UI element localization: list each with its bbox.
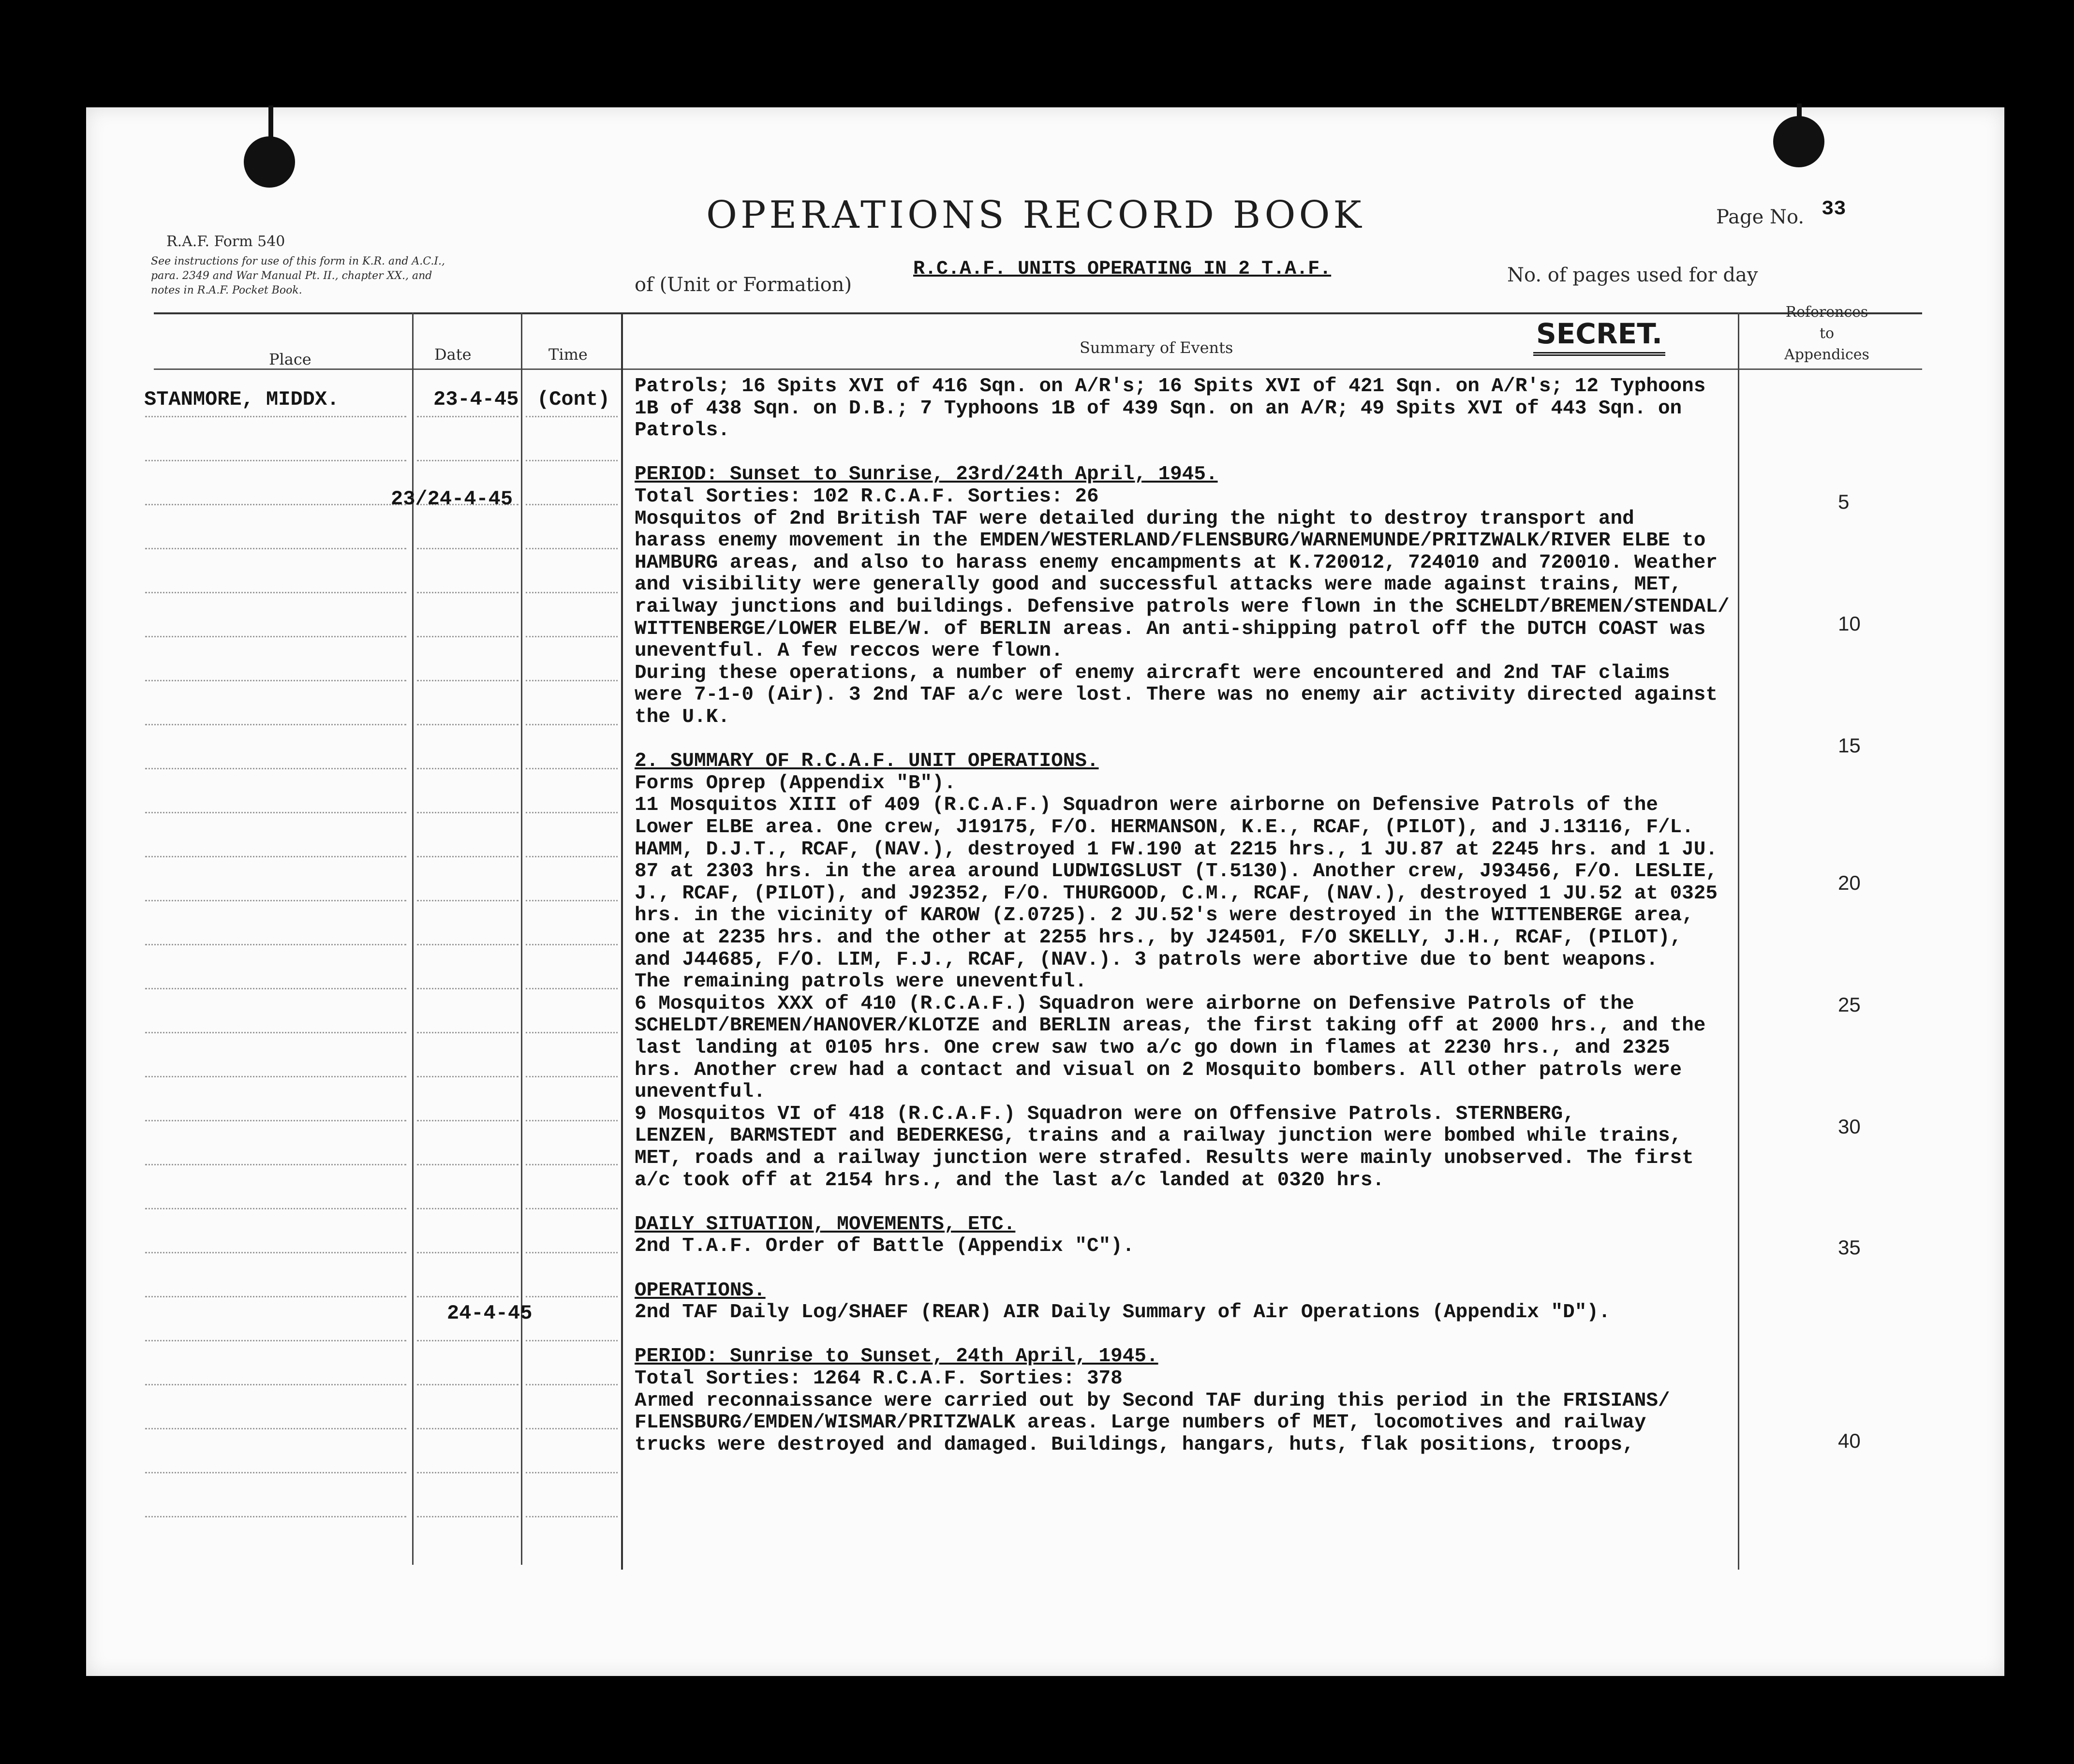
summary-line: SCHELDT/BREMEN/HANOVER/KLOTZE and BERLIN areas, the first taking off at 2000 hrs., and the [635,1014,1706,1037]
dotted-rule [417,1384,518,1385]
summary-line: Lower ELBE area. One crew, J19175, F/O. HERMANSON, K.E., RCAF, (PILOT), and J.13116, F/L. [635,816,1694,838]
page-number-label: Page No. [1716,206,1805,228]
summary-line: were 7-1-0 (Air). 3 2nd TAF a/c were lost. There was no enemy air activity directed against [635,684,1718,706]
reference-number: 10 [1838,612,1861,635]
summary-line: PERIOD: Sunrise to Sunset, 24th April, 1945. [635,1345,1158,1367]
dotted-rule [145,768,406,769]
dotted-rule [417,1252,518,1253]
dotted-rule [526,768,618,769]
dotted-rule [145,1208,406,1209]
reference-number: 35 [1838,1236,1861,1259]
dotted-rule [526,416,618,417]
summary-line: one at 2235 hrs. and the other at 2255 hrs., by J24501, F/O SKELLY, J.H., RCAF, (PILOT), [635,926,1682,949]
dotted-rule [145,504,406,505]
summary-line: HAMM, D.J.T., RCAF, (NAV.), destroyed 1 FW.190 at 2215 hrs., 1 JU.87 at 2245 hrs. and 1 JU. [635,838,1718,861]
dotted-rule [145,1076,406,1077]
dotted-rule [417,1076,518,1077]
summary-line: and visibility were generally good and successful attacks were made against trains, MET, [635,573,1682,596]
summary-line: harass enemy movement in the EMDEN/WESTERLAND/FLENSBURG/WARNEMUNDE/PRITZWALK/RIVER ELBE to [635,529,1706,552]
column-divider-date [521,312,522,1565]
summary-line: and J44685, F/O. LIM, F.J., RCAF, (NAV.). 3 patrols were abortive due to bent weapons. [635,949,1658,971]
dotted-rule [417,1516,518,1517]
dotted-rule [145,1252,406,1253]
dotted-rule [526,460,618,461]
dotted-rule [526,724,618,725]
reference-number: 5 [1838,490,1850,513]
unit-value: R.C.A.F. UNITS OPERATING IN 2 T.A.F. [913,258,1332,280]
dotted-rule [145,1384,406,1385]
summary-line: uneventful. A few reccos were flown. [635,640,1063,662]
dotted-rule [417,636,518,637]
header-bottom-rule [154,368,1922,370]
dotted-rule [417,548,518,549]
summary-line: FLENSBURG/EMDEN/WISMAR/PRITZWALK areas. Large numbers of MET, locomotives and railway [635,1411,1646,1434]
dotted-rule [145,1164,406,1165]
summary-line: hrs. Another crew had a contact and visual on 2 Mosquito bombers. All other patrols were [635,1059,1682,1081]
dotted-rule [417,900,518,901]
dotted-rule [526,856,618,857]
dotted-rule [526,988,618,989]
dotted-rule [145,1428,406,1429]
dotted-rule [145,900,406,901]
document-title: OPERATIONS RECORD BOOK [706,193,1365,237]
binder-tab-left [268,105,273,139]
dotted-rule [145,944,406,945]
unit-label: of (Unit or Formation) [635,274,852,296]
dotted-rule [526,1208,618,1209]
dotted-rule [145,1120,406,1121]
summary-line: the U.K. [635,706,730,728]
dotted-rule [417,680,518,681]
summary-line: 87 at 2303 hrs. in the area around LUDWIGSLUST (T.5130). Another crew, J93456, F/O. LESLIE, [635,860,1718,882]
column-divider-time [621,312,623,1570]
dotted-rule [526,592,618,593]
binder-tab-right [1797,103,1802,119]
dotted-rule [526,812,618,813]
dotted-rule [526,1384,618,1385]
summary-line: PERIOD: Sunset to Sunrise, 23rd/24th April, 1945. [635,463,1218,485]
reference-number: 20 [1838,871,1861,894]
summary-line: 2nd TAF Daily Log/SHAEF (REAR) AIR Daily Summary of Air Operations (Appendix "D"). [635,1301,1611,1323]
summary-line: trucks were destroyed and damaged. Buildings, hangars, huts, flak positions, troops, [635,1434,1634,1456]
reference-number: 40 [1838,1429,1861,1452]
page-number: 33 [1822,197,1846,220]
secret-stamp: SECRET. [1533,317,1665,356]
dotted-rule [145,548,406,549]
summary-line: WITTENBERGE/LOWER ELBE/W. of BERLIN areas. An anti-shipping patrol off the DUTCH COAST was [635,618,1706,640]
date-entry-3: 24-4-45 [447,1302,533,1325]
dotted-rule [145,1472,406,1473]
dotted-rule [145,1340,406,1341]
summary-line: a/c took off at 2154 hrs., and the last a/c landed at 0320 hrs. [635,1169,1385,1191]
dotted-rule [417,1296,518,1297]
summary-line: OPERATIONS. [635,1279,766,1302]
dotted-rule [145,856,406,857]
dotted-rule [417,856,518,857]
dotted-rule [526,1296,618,1297]
summary-line: Mosquitos of 2nd British TAF were detailed during the night to destroy transport and [635,508,1634,530]
dotted-rule [417,592,518,593]
dotted-rule [526,900,618,901]
dotted-rule [526,548,618,549]
dotted-rule [417,1428,518,1429]
dotted-rule [145,1516,406,1517]
dotted-rule [417,1208,518,1209]
dotted-rule [526,1516,618,1517]
binder-hole-right [1773,116,1824,167]
summary-line: DAILY SITUATION, MOVEMENTS, ETC. [635,1213,1016,1235]
summary-line: 6 Mosquitos XXX of 410 (R.C.A.F.) Squadron were airborne on Defensive Patrols of the [635,993,1634,1015]
form-instructions: See instructions for use of this form in K.R. and A.C.I., para. 2349 and War Manual Pt. II., chapter XX., and notes in R.A.F. Pocket Book. [151,255,445,296]
dotted-rule [145,1032,406,1033]
dotted-rule [417,1340,518,1341]
header-top-rule [154,312,1922,314]
form-number: R.A.F. Form 540 [166,233,285,250]
dotted-rule [417,724,518,725]
dotted-rule [417,1120,518,1121]
column-header-summary: Summary of Events [1080,338,1233,357]
summary-line: Total Sorties: 102 R.C.A.F. Sorties: 26 [635,485,1099,508]
summary-line: Forms Oprep (Appendix "B"). [635,772,956,794]
summary-line: Armed reconnaissance were carried out by Second TAF during this period in the FRISIANS/ [635,1390,1670,1412]
summary-line: J., RCAF, (PILOT), and J92352, F/O. THURGOOD, C.M., RCAF, (NAV.), destroyed 1 JU.52 at 0325 [635,882,1718,905]
dotted-rule [145,1296,406,1297]
time-entry-1: (Cont) [537,388,610,411]
date-entry-1: 23-4-45 [433,388,519,411]
reference-number: 25 [1838,993,1861,1016]
dotted-rule [417,768,518,769]
dotted-rule [145,812,406,813]
dotted-rule [526,1428,618,1429]
summary-line: Total Sorties: 1264 R.C.A.F. Sorties: 378 [635,1367,1123,1390]
summary-line: 2. SUMMARY OF R.C.A.F. UNIT OPERATIONS. [635,750,1099,772]
dotted-rule [526,680,618,681]
dotted-rule [526,1340,618,1341]
summary-line: MET, roads and a railway junction were strafed. Results were mainly unobserved. The first [635,1147,1694,1169]
dotted-rule [526,1076,618,1077]
dotted-rule [526,1032,618,1033]
dotted-rule [526,1164,618,1165]
summary-line: 9 Mosquitos VI of 418 (R.C.A.F.) Squadron were on Offensive Patrols. STERNBERG, [635,1103,1575,1125]
summary-line: hrs. in the vicinity of KAROW (Z.0725). 2 JU.52's were destroyed in the WITTENBERGE area, [635,904,1694,926]
dotted-rule [145,724,406,725]
dotted-rule [417,1032,518,1033]
summary-line: During these operations, a number of enemy aircraft were encountered and 2nd TAF claims [635,662,1670,684]
summary-line: 2nd T.A.F. Order of Battle (Appendix "C"). [635,1235,1135,1257]
pages-used-label: No. of pages used for day [1507,264,1758,286]
summary-line: last landing at 0105 hrs. One crew saw two a/c go down in flames at 2230 hrs., and 2325 [635,1037,1670,1059]
dotted-rule [526,504,618,505]
dotted-rule [417,1164,518,1165]
binder-hole-left [244,136,295,188]
reference-number: 30 [1838,1115,1861,1138]
dotted-rule [145,988,406,989]
dotted-rule [417,416,518,417]
dotted-rule [526,944,618,945]
dotted-rule [417,460,518,461]
dotted-rule [526,1472,618,1473]
summary-line: The remaining patrols were uneventful. [635,970,1087,993]
column-header-time: Time [548,345,588,364]
column-divider-references [1738,312,1739,1570]
dotted-rule [145,592,406,593]
dotted-rule [417,1472,518,1473]
dotted-rule [417,944,518,945]
summary-line: uneventful. [635,1081,766,1103]
column-header-date: Date [434,345,472,364]
dotted-rule [417,812,518,813]
dotted-rule [145,416,406,417]
summary-line: Patrols. [635,419,730,441]
dotted-rule [145,680,406,681]
dotted-rule [526,636,618,637]
summary-line: LENZEN, BARMSTEDT and BEDERKESG, trains and a railway junction were bombed while trains, [635,1125,1682,1147]
dotted-rule [526,1252,618,1253]
summary-line: 1B of 438 Sqn. on D.B.; 7 Typhoons 1B of 439 Sqn. on an A/R; 49 Spits XVI of 443 Sqn. on [635,397,1682,420]
column-header-place: Place [269,350,311,368]
column-header-references: References to Appendices [1784,304,1869,363]
summary-line: 11 Mosquitos XIII of 409 (R.C.A.F.) Squadron were airborne on Defensive Patrols of the [635,794,1658,816]
dotted-rule [145,636,406,637]
summary-line: HAMBURG areas, and also to harass enemy encampments at K.720012, 724010 and 720010. Weather [635,552,1718,574]
date-entry-2: 23/24-4-45 [391,487,513,511]
reference-number: 15 [1838,734,1861,757]
dotted-rule [417,988,518,989]
place-entry: STANMORE, MIDDX. [144,388,340,411]
summary-line: Patrols; 16 Spits XVI of 416 Sqn. on A/R's; 16 Spits XVI of 421 Sqn. on A/R's; 12 Typhoons [635,375,1706,397]
summary-line: railway junctions and buildings. Defensive patrols were flown in the SCHELDT/BREMEN/STENDAL/ [635,596,1730,618]
dotted-rule [526,1120,618,1121]
dotted-rule [145,460,406,461]
